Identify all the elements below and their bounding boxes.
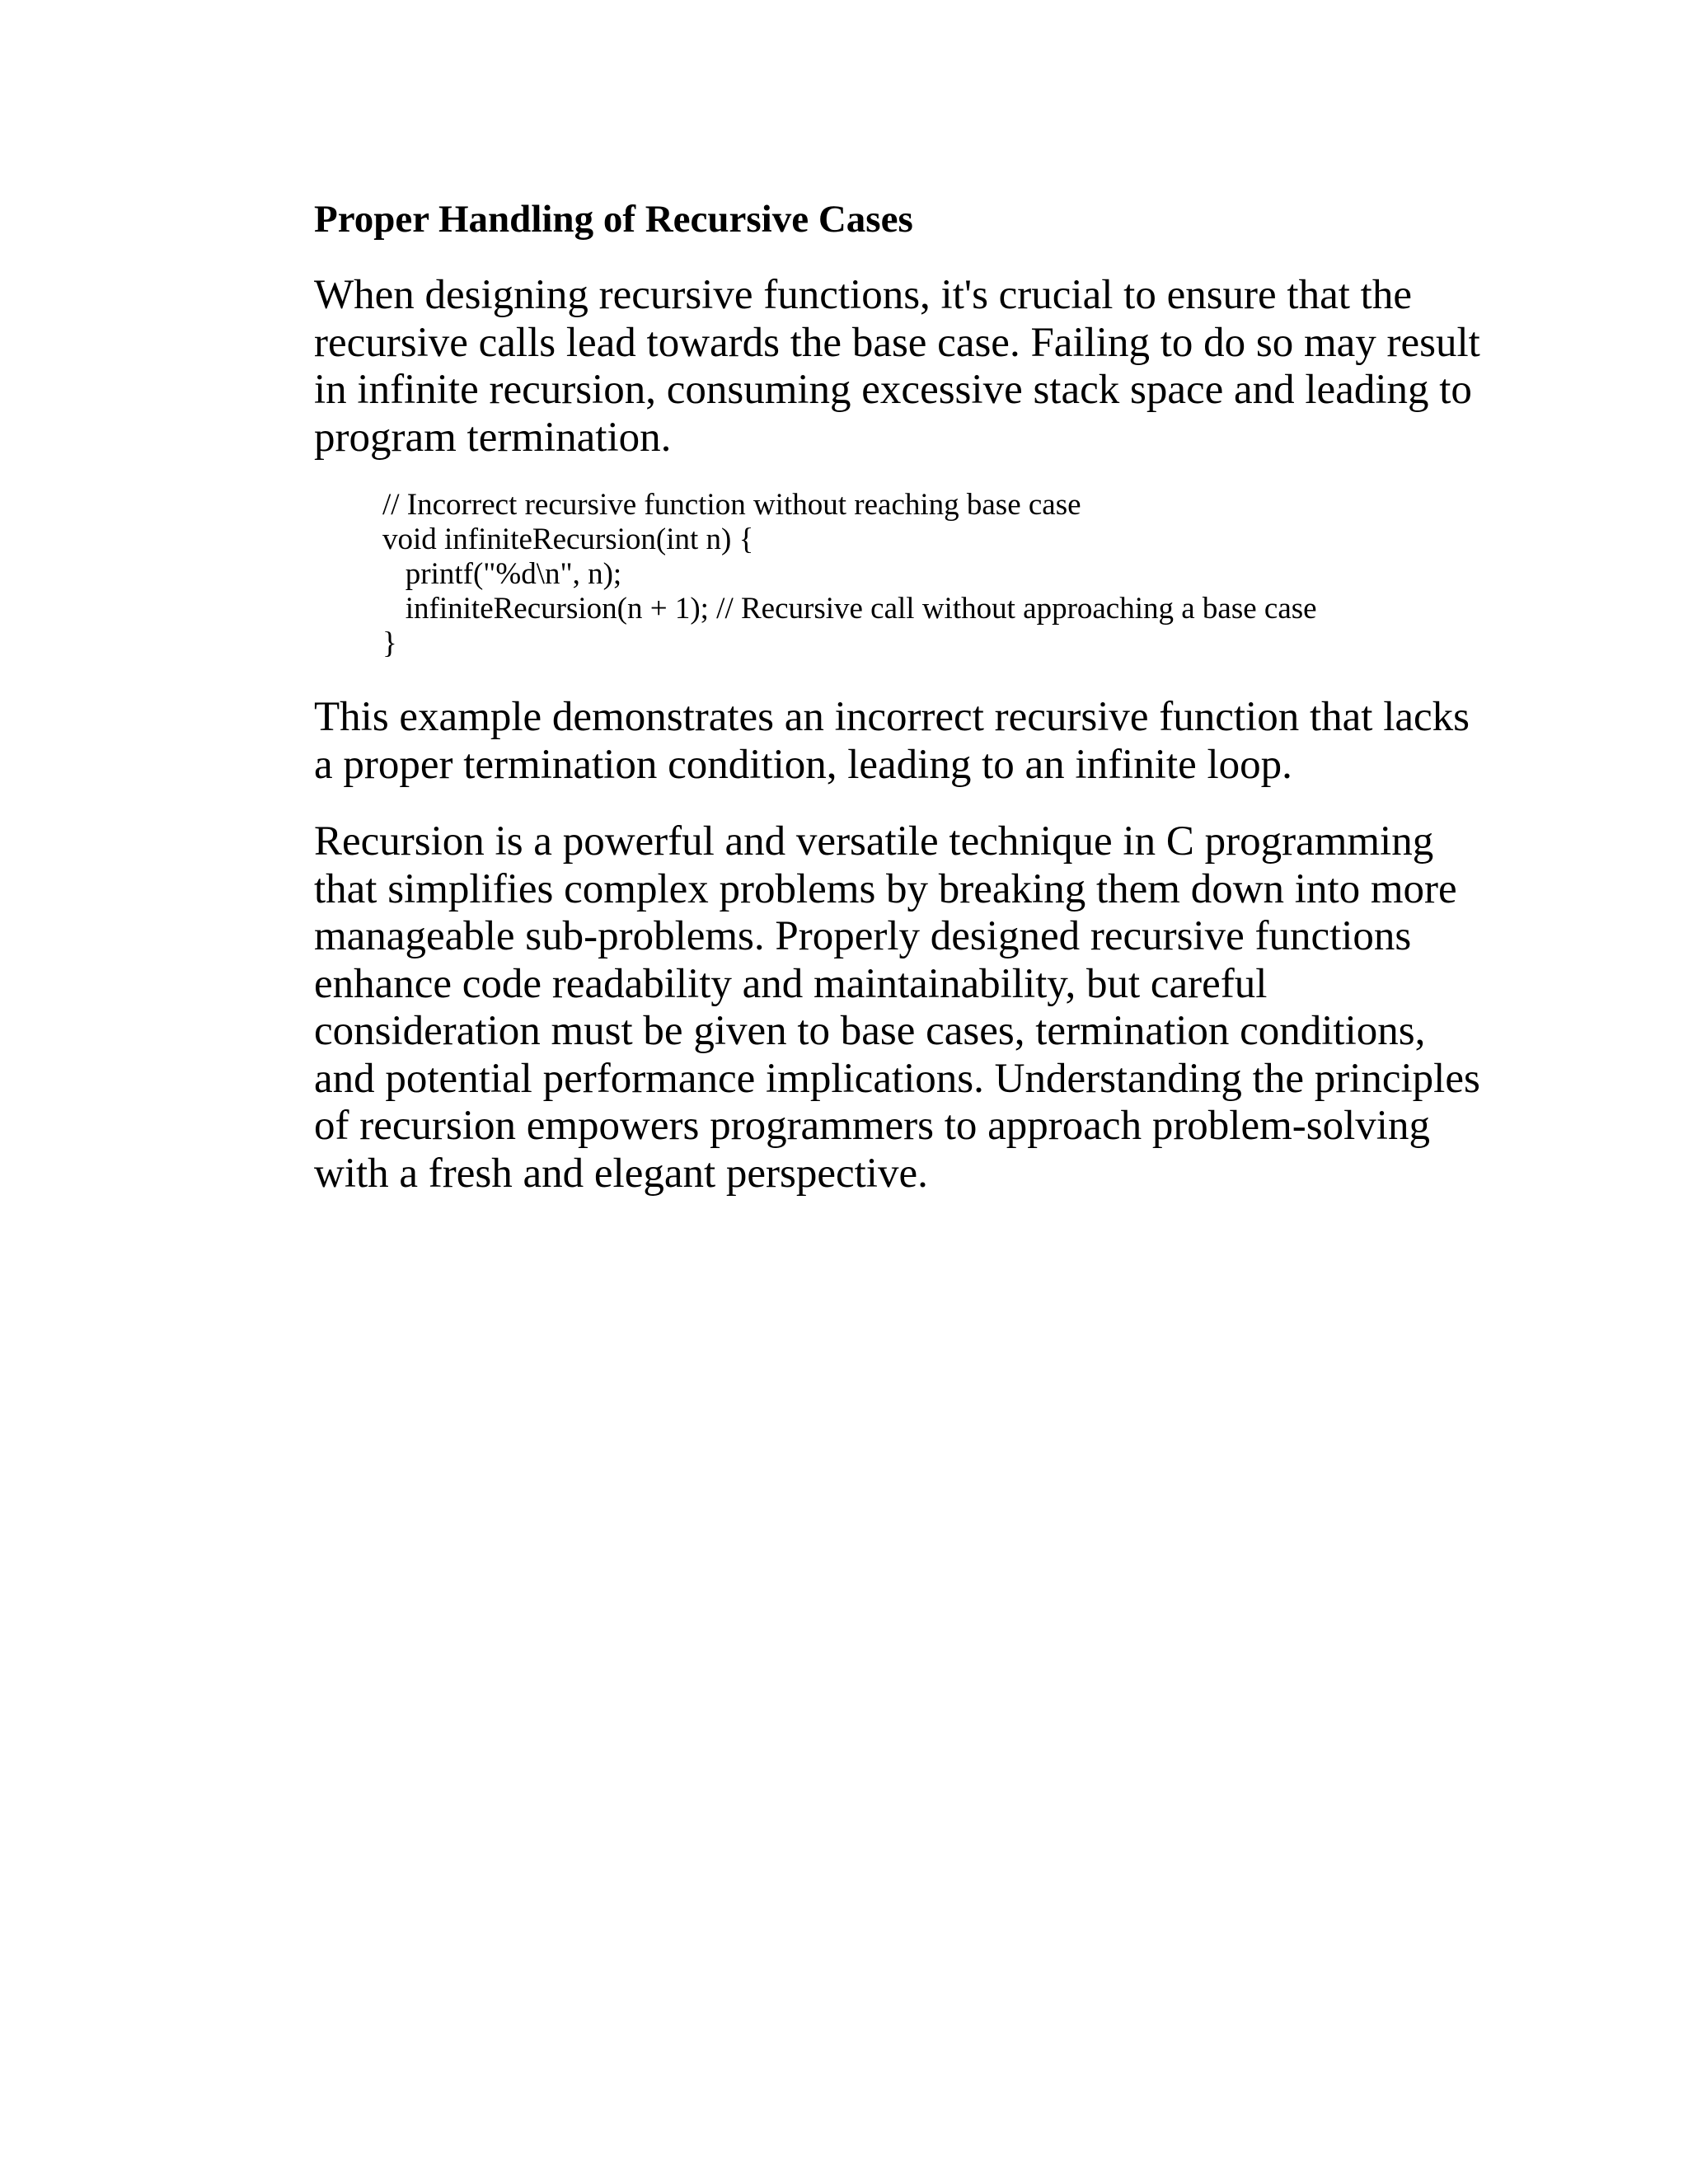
- code-line: void infiniteRecursion(int n) {: [382, 523, 754, 556]
- text-line: Recursion is a powerful and versatile technique in C programming: [314, 818, 1434, 865]
- text-line: of recursion empowers programmers to approach problem-solving: [314, 1103, 1430, 1149]
- section-heading: Proper Handling of Recursive Cases: [314, 198, 913, 241]
- conclusion-paragraph: [314, 818, 1480, 1197]
- code-line: printf("%d\n", n);: [382, 557, 622, 591]
- text-line: a proper termination condition, leading to an infinite loop.: [314, 741, 1292, 788]
- text-line: manageable sub-problems. Properly designed recursive functions: [314, 913, 1412, 959]
- text-line: enhance code readability and maintainability, but careful: [314, 960, 1268, 1007]
- text-line: in infinite recursion, consuming excessive stack space and leading to: [314, 367, 1472, 413]
- text-line: that simplifies complex problems by breaking them down into more: [314, 865, 1457, 912]
- code-line: }: [382, 626, 397, 660]
- text-line: recursive calls lead towards the base case. Failing to do so may result: [314, 319, 1480, 366]
- code-line: // Incorrect recursive function without reaching base case: [382, 488, 1081, 522]
- code-example: [382, 488, 1317, 661]
- intro-paragraph: [314, 272, 1480, 462]
- text-line: This example demonstrates an incorrect recursive function that lacks: [314, 694, 1470, 740]
- text-line: consideration must be given to base cases, termination conditions,: [314, 1008, 1426, 1054]
- code-line: infiniteRecursion(n + 1); // Recursive call without approaching a base case: [382, 592, 1317, 626]
- text-line: When designing recursive functions, it's crucial to ensure that the: [314, 272, 1412, 318]
- text-line: program termination.: [314, 414, 672, 461]
- explanation-paragraph: [314, 694, 1470, 789]
- text-line: with a fresh and elegant perspective.: [314, 1150, 928, 1197]
- text-line: and potential performance implications. Understanding the principles: [314, 1055, 1480, 1102]
